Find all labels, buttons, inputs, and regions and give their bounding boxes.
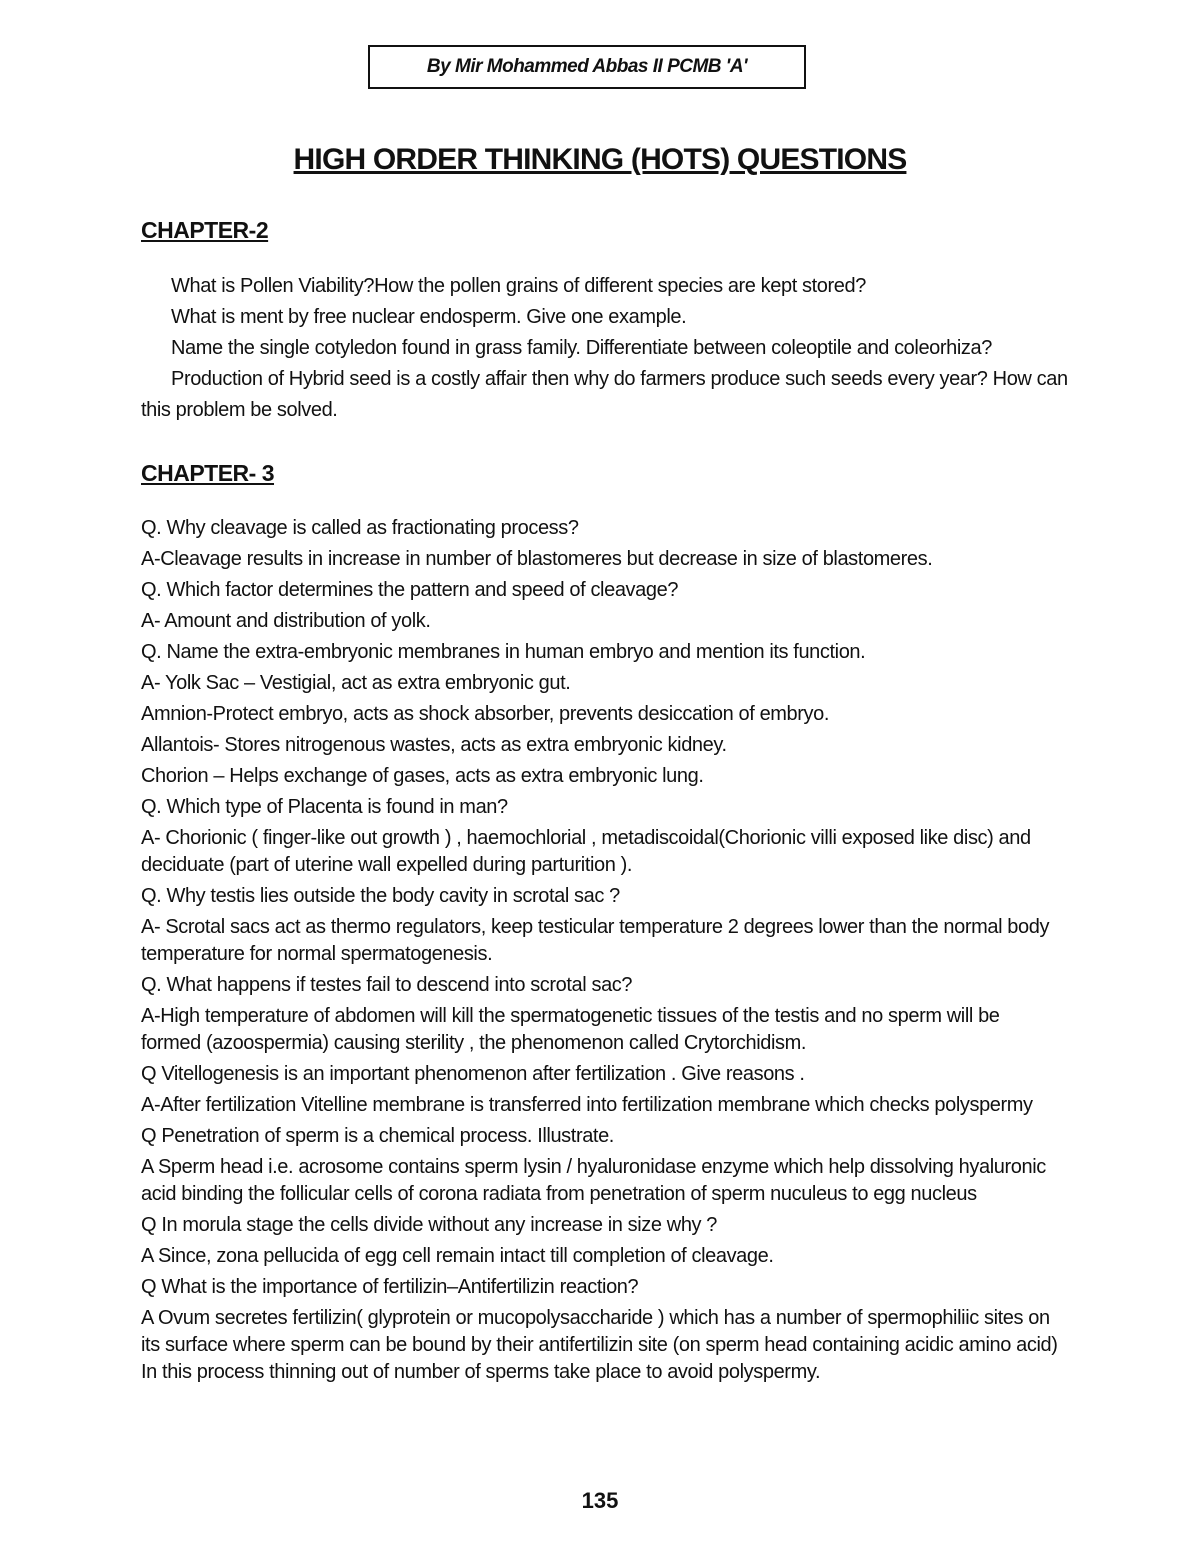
chapter-3-heading: CHAPTER- 3 [141, 460, 275, 486]
qa-line: Q. Why cleavage is called as fractionating process? [141, 517, 579, 539]
qa-line: Q Penetration of sperm is a chemical process. Illustrate. [141, 1125, 614, 1147]
qa-line: A-Cleavage results in increase in number of blastomeres but decrease in size of blastomeres. [141, 548, 933, 570]
chapter-3-qa-block [141, 515, 1061, 1390]
qa-line: A-High temperature of abdomen will kill the spermatogenetic tissues of the testis and no sperm will be formed (azoospermia) causing sterility , the phenomenon called Crytorchidism. [141, 1005, 1000, 1054]
list-item [141, 302, 1081, 333]
qa-line: A- Amount and distribution of yolk. [141, 610, 431, 632]
qa-line: Q Vitellogenesis is an important phenomenon after fertilization . Give reasons . [141, 1063, 805, 1085]
question-text: What is Pollen Viability?How the pollen grains of different species are kept stored? [171, 275, 866, 297]
qa-line: Q. Why testis lies outside the body cavity in scrotal sac ? [141, 885, 620, 907]
qa-line: Q In morula stage the cells divide without any increase in size why ? [141, 1214, 718, 1236]
question-text: Production of Hybrid seed is a costly affair then why do farmers produce such seeds every year? How can this problem be solved. [141, 368, 1068, 421]
qa-line: A- Scrotal sacs act as thermo regulators, keep testicular temperature 2 degrees lower than the normal body temperature for normal spermatogenesis. [141, 916, 1050, 965]
qa-line: Chorion – Helps exchange of gases, acts as extra embryonic lung. [141, 765, 704, 787]
page-number: 135 [581, 1488, 619, 1513]
chapter-2-heading: CHAPTER-2 [141, 217, 269, 243]
qa-line: A- Yolk Sac – Vestigial, act as extra embryonic gut. [141, 672, 571, 694]
qa-line: Q. Which factor determines the pattern and speed of cleavage? [141, 579, 679, 601]
question-text: Name the single cotyledon found in grass family. Differentiate between coleoptile and coleorhiza? [171, 337, 992, 359]
qa-line: Allantois- Stores nitrogenous wastes, acts as extra embryonic kidney. [141, 734, 727, 756]
qa-line: A-After fertilization Vitelline membrane is transferred into fertilization membrane which checks polyspermy [141, 1094, 1033, 1116]
qa-line: A Sperm head i.e. acrosome contains sperm lysin / hyaluronidase enzyme which help dissolving hyaluronic acid binding the follicular cells of corona radiata from penetration of sperm nuculeus to egg nucleus [141, 1156, 1046, 1205]
list-item [141, 364, 1081, 426]
qa-line: Q What is the importance of fertilizin–Antifertilizin reaction? [141, 1276, 639, 1298]
qa-line: Q. Name the extra-embryonic membranes in human embryo and mention its function. [141, 641, 866, 663]
author-name: By Mir Mohammed Abbas II PCMB 'A' [426, 56, 748, 77]
qa-line: Q. Which type of Placenta is found in man? [141, 796, 508, 818]
list-item [141, 333, 1081, 364]
qa-line: Q. What happens if testes fail to descend into scrotal sac? [141, 974, 633, 996]
qa-line: A Ovum secretes fertilizin( glyprotein or mucopolysaccharide ) which has a number of spermophiliic sites on its surface where sperm can be bound by their antifertilizin site (on sperm head containing acidic amino acid) In this process thinning out of number of sperms take place to avoid polyspermy. [141, 1307, 1058, 1383]
page-title: HIGH ORDER THINKING (HOTS) QUESTIONS [293, 143, 907, 176]
list-item [141, 271, 1081, 302]
chapter-2-question-list [141, 271, 1081, 426]
question-text: What is ment by free nuclear endosperm. Give one example. [171, 306, 687, 328]
qa-line: A- Chorionic ( finger-like out growth ) , haemochlorial , metadiscoidal(Chorionic villi exposed like disc) and deciduate (part of uterine wall expelled during parturition ). [141, 827, 1031, 876]
qa-line: A Since, zona pellucida of egg cell remain intact till completion of cleavage. [141, 1245, 774, 1267]
author-box [368, 45, 806, 89]
qa-line: Amnion-Protect embryo, acts as shock absorber, prevents desiccation of embryo. [141, 703, 830, 725]
